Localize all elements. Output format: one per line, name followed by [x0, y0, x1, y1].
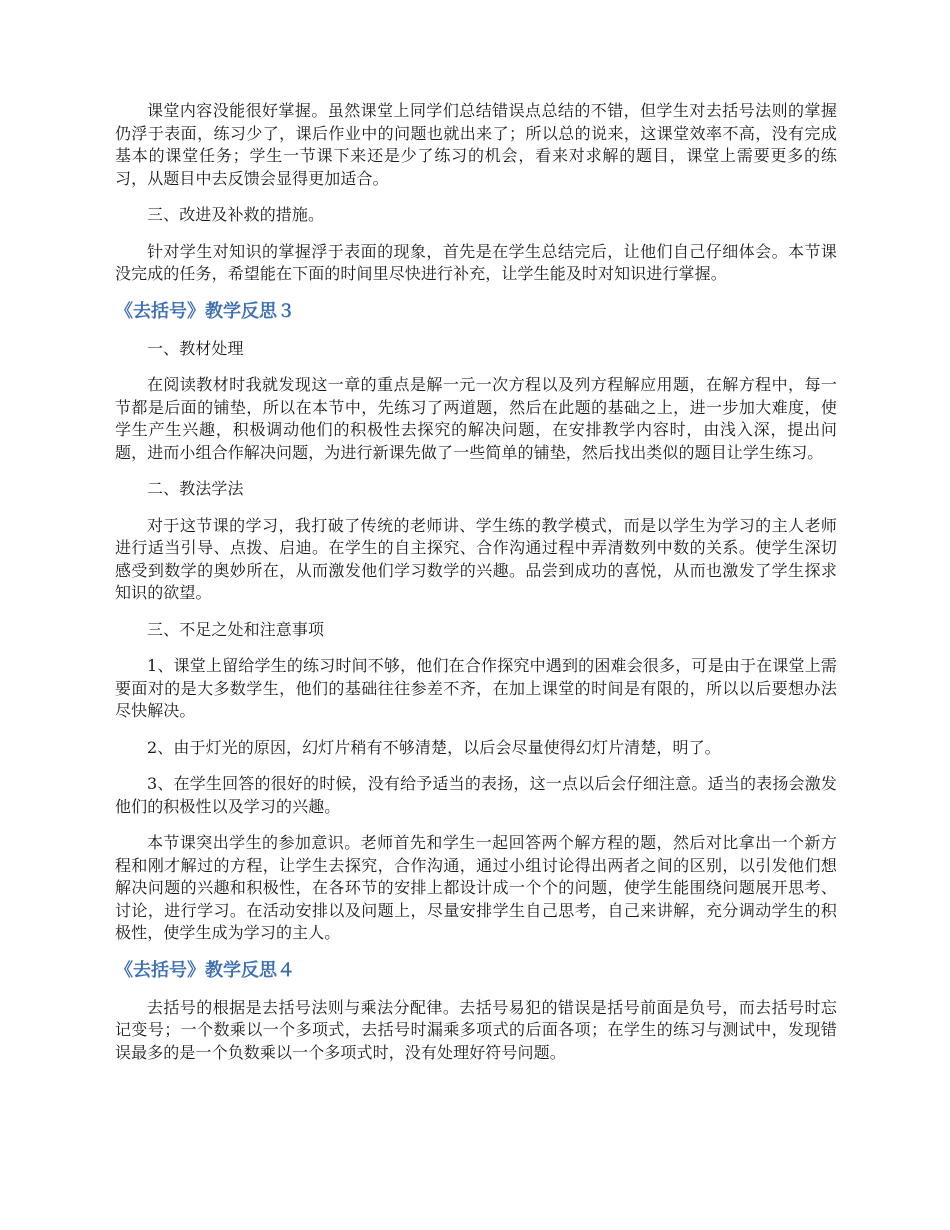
paragraph: 本节课突出学生的参加意识。老师首先和学生一起回答两个解方程的题，然后对比拿出一个新方程和刚才解过的方程，让学生去探究，合作沟通，通过小组讨论得出两者之间的区别，以引发他们想解决问题的兴趣和积极性，在各环节的安排上都设计成一个个的问题，使学生能围绕问题展开思考、讨论，进行学习。在活动安排以及问题上，尽量安排学生自己思考，自己来讲解，充分调动学生的积极性，使学生成为学习的主人。 [115, 833, 837, 942]
section-label: 一、教材处理 [147, 338, 244, 358]
paragraph: 在阅读教材时我就发现这一章的重点是解一元一次方程以及列方程解应用题，在解方程中，每一节都是后面的铺垫，所以在本节中，先练习了两道题，然后在此题的基础之上，进一步加大难度，使学生产生兴趣，积极调动他们的积极性去探究的解决问题，在安排教学内容时，由浅入深，提出问题，进而小组合作解决问题，为进行新课先做了一些简单的铺垫，然后找出类似的题目让学生练习。 [115, 375, 837, 462]
list-item: 3、在学生回答的很好的时候，没有给予适当的表扬，这一点以后会仔细注意。适当的表扬会激发他们的积极性以及学习的兴趣。 [115, 774, 837, 816]
paragraph: 针对学生对知识的掌握浮于表面的现象，首先是在学生总结完后，让他们自己仔细体会。本节课没完成的任务，希望能在下面的时间里尽快进行补充，让学生能及时对知识进行掌握。 [115, 241, 837, 283]
list-item: 2、由于灯光的原因，幻灯片稍有不够清楚，以后会尽量使得幻灯片清楚，明了。 [147, 737, 721, 757]
document-page [115, 100, 837, 1078]
section-label: 二、教法学法 [147, 479, 244, 498]
paragraph: 去括号的根据是去括号法则与乘法分配律。去括号易犯的错误是括号前面是负号，而去括号时忘记变号；一个数乘以一个多项式，去括号时漏乘多项式的后面各项；在学生的练习与测试中，发现错误最多的是一个负数乘以一个多项式时，没有处理好符号问题。 [115, 997, 837, 1062]
paragraph: 对于这节课的学习，我打破了传统的老师讲、学生练的教学模式，而是以学生为学习的主人老师进行适当引导、点拨、启迪。在学生的自主探究、合作沟通过程中弄清数列中数的关系。使学生深切感受到数学的奥妙所在，从而激发他们学习数学的兴趣。品尝到成功的喜悦，从而也激发了学生探求知识的欲望。 [115, 515, 837, 602]
list-item: 1、课堂上留给学生的练习时间不够，他们在合作探究中遇到的困难会很多，可是由于在课堂上需要面对的是大多数学生，他们的基础往往参差不齐，在加上课堂的时间是有限的，所以以后要想办法尽快解决。 [115, 656, 837, 720]
section-label: 三、不足之处和注意事项 [147, 619, 325, 639]
section-heading: 《去括号》教学反思３ [115, 300, 295, 322]
section-heading: 《去括号》教学反思４ [115, 959, 295, 981]
section-label: 三、改进及补救的措施。 [147, 205, 325, 224]
paragraph: 课堂内容没能很好掌握。虽然课堂上同学们总结错误点总结的不错，但学生对去括号法则的掌握仍浮于表面，练习少了，课后作业中的问题也就出来了；所以总的说来，这课堂效率不高，没有完成基本的课堂任务；学生一节课下来还是少了练习的机会，看来对求解的题目，课堂上需要更多的练习，从题目中去反馈会显得更加适合。 [115, 101, 837, 188]
